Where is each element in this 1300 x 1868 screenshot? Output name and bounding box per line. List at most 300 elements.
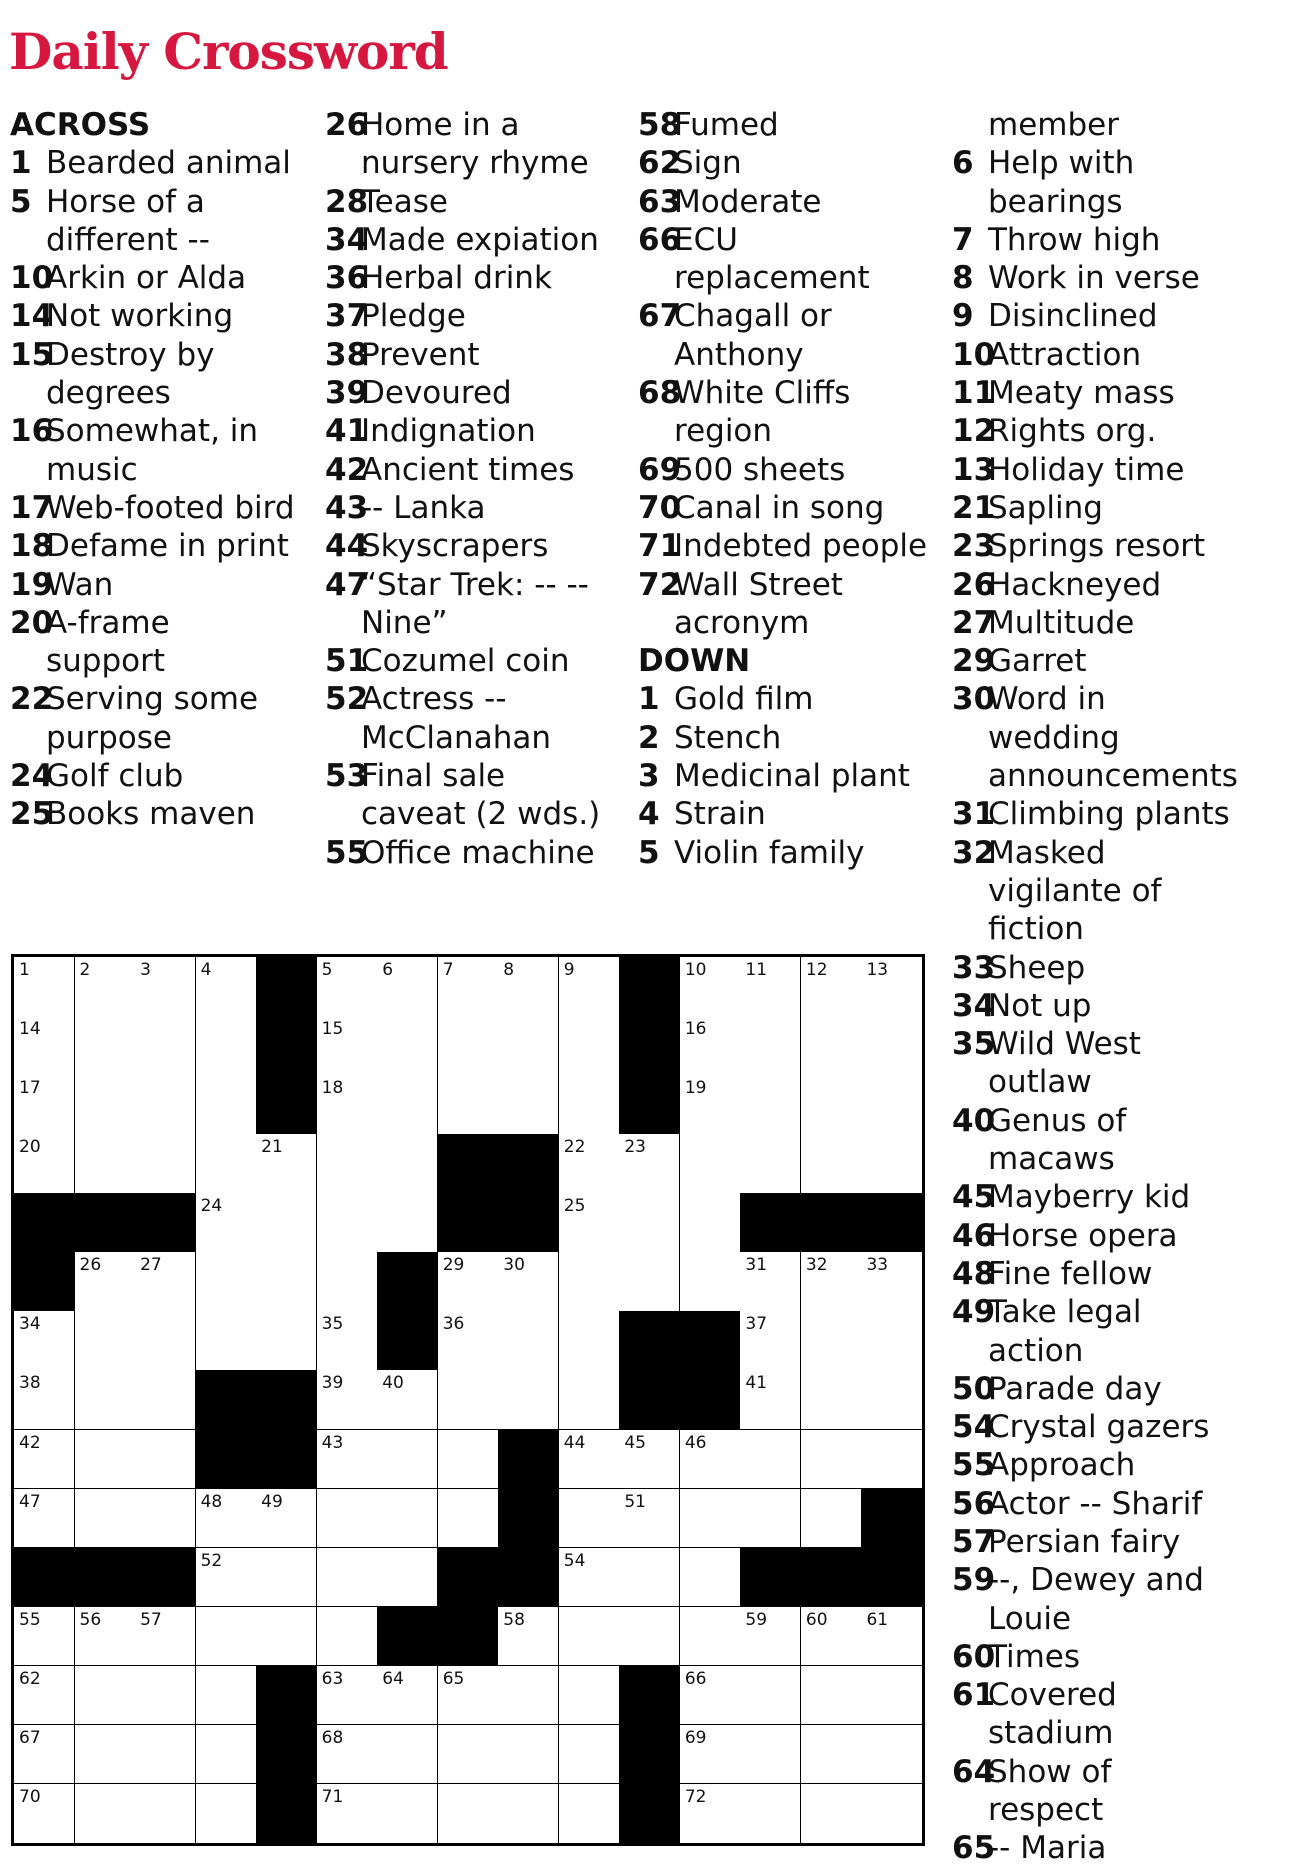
grid-cell[interactable] <box>256 1252 317 1312</box>
grid-cell[interactable] <box>377 1193 438 1253</box>
grid-cell[interactable] <box>256 1489 317 1549</box>
clue-number: 21 <box>952 489 996 526</box>
clue-number: 36 <box>325 260 369 297</box>
grid-cell[interactable] <box>680 1075 741 1135</box>
across-clue-line <box>325 604 600 642</box>
grid-cell[interactable] <box>801 1489 862 1549</box>
clue-text: Throw high <box>988 221 1161 258</box>
clue-number: 34 <box>325 221 369 258</box>
grid-cell[interactable] <box>801 1370 862 1430</box>
across-clue-line <box>638 144 927 182</box>
grid-cell[interactable] <box>680 1430 741 1490</box>
grid-block <box>861 1489 922 1549</box>
clue-text: Home in a <box>361 107 520 143</box>
grid-cell[interactable] <box>196 1075 257 1135</box>
grid-cell[interactable] <box>377 1666 438 1726</box>
grid-cell[interactable] <box>135 1784 196 1844</box>
grid-cell[interactable] <box>498 1075 559 1135</box>
clue-column-2 <box>325 106 600 872</box>
grid-cell[interactable] <box>75 1430 136 1490</box>
grid-cell[interactable] <box>498 1725 559 1785</box>
grid-block <box>619 1784 680 1844</box>
grid-cell[interactable] <box>14 1134 75 1194</box>
grid-cell[interactable] <box>317 1370 378 1430</box>
clue-number: 43 <box>325 489 369 526</box>
grid-cell[interactable] <box>801 1784 862 1844</box>
clue-text: support <box>46 643 166 680</box>
grid-cell[interactable] <box>559 1548 620 1608</box>
grid-cell[interactable] <box>317 1725 378 1785</box>
clue-number: 48 <box>952 1255 996 1292</box>
grid-cell[interactable] <box>438 957 499 1017</box>
grid-cell[interactable] <box>196 1252 257 1312</box>
grid-cell[interactable] <box>559 1430 620 1490</box>
down-clue-line <box>952 1561 1238 1599</box>
cell-number: 20 <box>19 1137 41 1158</box>
grid-cell[interactable] <box>861 1784 922 1844</box>
across-clue-line <box>638 527 927 565</box>
down-clue-line <box>952 1638 1238 1676</box>
grid-cell[interactable] <box>75 1607 136 1667</box>
clue-number: 26 <box>325 107 369 143</box>
grid-cell[interactable] <box>317 1075 378 1135</box>
grid-cell[interactable] <box>256 1134 317 1194</box>
grid-cell[interactable] <box>14 1607 75 1667</box>
grid-cell[interactable] <box>559 1607 620 1667</box>
clue-text: bearings <box>988 183 1123 220</box>
grid-cell[interactable] <box>680 1193 741 1253</box>
grid-cell[interactable] <box>196 1193 257 1253</box>
grid-cell[interactable] <box>680 1607 741 1667</box>
grid-cell[interactable] <box>680 1252 741 1312</box>
across-clue-line <box>638 489 927 527</box>
grid-cell[interactable] <box>559 957 620 1017</box>
grid-cell[interactable] <box>438 1252 499 1312</box>
grid-cell[interactable] <box>75 1252 136 1312</box>
grid-cell[interactable] <box>14 1489 75 1549</box>
grid-cell[interactable] <box>317 1311 378 1371</box>
cell-number: 67 <box>19 1727 41 1748</box>
down-clue-line <box>952 1063 1238 1101</box>
grid-cell[interactable] <box>317 1548 378 1608</box>
grid-cell[interactable] <box>438 1075 499 1135</box>
grid-cell[interactable] <box>619 1548 680 1608</box>
clue-number: 49 <box>952 1294 996 1331</box>
grid-cell[interactable] <box>680 1784 741 1844</box>
grid-cell[interactable] <box>559 1193 620 1253</box>
grid-cell[interactable] <box>740 1666 801 1726</box>
grid-block <box>256 1370 317 1430</box>
grid-cell[interactable] <box>196 957 257 1017</box>
grid-cell[interactable] <box>801 1666 862 1726</box>
grid-cell[interactable] <box>559 1784 620 1844</box>
crossword-grid <box>11 954 925 1846</box>
grid-cell[interactable] <box>498 957 559 1017</box>
clue-number: 66 <box>638 221 682 258</box>
grid-block <box>861 1548 922 1608</box>
clue-text: Herbal drink <box>361 260 552 297</box>
grid-cell[interactable] <box>559 1666 620 1726</box>
grid-cell[interactable] <box>317 1016 378 1076</box>
grid-cell[interactable] <box>680 1489 741 1549</box>
grid-cell[interactable] <box>438 1016 499 1076</box>
grid-cell[interactable] <box>498 1784 559 1844</box>
cell-number: 24 <box>200 1196 223 1217</box>
across-clue-line <box>325 489 600 527</box>
grid-cell[interactable] <box>135 1075 196 1135</box>
clue-text: 500 sheets <box>674 451 846 488</box>
cell-number: 47 <box>19 1491 41 1512</box>
grid-cell[interactable] <box>801 1430 862 1490</box>
across-clue-line <box>325 259 600 297</box>
grid-cell[interactable] <box>680 957 741 1017</box>
clue-text: --, Dewey and <box>988 1562 1204 1599</box>
grid-block <box>256 957 317 1017</box>
clue-text: Holiday time <box>988 451 1185 488</box>
clue-text: Serving some <box>46 681 259 718</box>
clue-text: macaws <box>988 1141 1115 1178</box>
grid-cell[interactable] <box>135 1370 196 1430</box>
grid-cell[interactable] <box>317 1607 378 1667</box>
grid-cell[interactable] <box>861 1075 922 1135</box>
grid-cell[interactable] <box>680 1134 741 1194</box>
grid-cell[interactable] <box>75 1666 136 1726</box>
grid-cell[interactable] <box>14 1430 75 1490</box>
across-clue-line <box>325 297 600 335</box>
grid-cell[interactable] <box>256 1311 317 1371</box>
grid-cell[interactable] <box>196 1725 257 1785</box>
grid-cell[interactable] <box>317 957 378 1017</box>
grid-cell[interactable] <box>740 1430 801 1490</box>
grid-cell[interactable] <box>377 1370 438 1430</box>
grid-cell[interactable] <box>498 1016 559 1076</box>
grid-cell[interactable] <box>377 1016 438 1076</box>
grid-cell[interactable] <box>619 1489 680 1549</box>
grid-cell[interactable] <box>559 1489 620 1549</box>
grid-cell[interactable] <box>680 1548 741 1608</box>
grid-cell[interactable] <box>740 1016 801 1076</box>
cell-number: 66 <box>684 1668 707 1689</box>
grid-cell[interactable] <box>75 1370 136 1430</box>
across-clue-line <box>325 719 600 757</box>
grid-cell[interactable] <box>256 1607 317 1667</box>
grid-block <box>438 1193 499 1253</box>
down-clue-line <box>952 1791 1238 1829</box>
grid-cell[interactable] <box>801 1016 862 1076</box>
across-clue-line <box>325 106 600 144</box>
grid-cell[interactable] <box>438 1489 499 1549</box>
grid-cell[interactable] <box>861 1666 922 1726</box>
grid-cell[interactable] <box>14 1016 75 1076</box>
clue-text: Show of <box>988 1753 1112 1790</box>
grid-cell[interactable] <box>135 957 196 1017</box>
down-clue-line <box>952 106 1238 144</box>
cell-number: 70 <box>19 1786 41 1807</box>
grid-cell[interactable] <box>619 1607 680 1667</box>
grid-cell[interactable] <box>377 1725 438 1785</box>
grid-cell[interactable] <box>75 1725 136 1785</box>
across-clue-line <box>10 259 295 297</box>
clue-number: 28 <box>325 183 369 220</box>
grid-cell[interactable] <box>317 1489 378 1549</box>
clue-text: Multitude <box>988 604 1135 641</box>
grid-cell[interactable] <box>75 1075 136 1135</box>
clue-number: 19 <box>10 566 54 603</box>
grid-cell[interactable] <box>196 1134 257 1194</box>
grid-cell[interactable] <box>135 1725 196 1785</box>
clue-text: Masked <box>988 834 1106 871</box>
grid-cell[interactable] <box>740 957 801 1017</box>
across-clue-line <box>325 451 600 489</box>
cell-number: 60 <box>805 1609 828 1630</box>
grid-cell[interactable] <box>256 1548 317 1608</box>
grid-cell[interactable] <box>14 957 75 1017</box>
grid-cell[interactable] <box>861 1370 922 1430</box>
clue-number: 33 <box>952 949 996 986</box>
clue-number: 18 <box>10 528 54 565</box>
grid-block <box>256 1430 317 1490</box>
clue-text: vigilante of <box>988 872 1162 909</box>
grid-cell[interactable] <box>801 1252 862 1312</box>
grid-cell[interactable] <box>740 1784 801 1844</box>
grid-cell[interactable] <box>135 1666 196 1726</box>
grid-cell[interactable] <box>498 1370 559 1430</box>
grid-cell[interactable] <box>801 1134 862 1194</box>
down-clue-line <box>638 680 927 718</box>
across-clue-line <box>10 680 295 718</box>
clue-text: Wan <box>46 566 114 603</box>
clue-text: Golf club <box>46 758 184 795</box>
grid-cell[interactable] <box>377 1548 438 1608</box>
grid-cell[interactable] <box>498 1607 559 1667</box>
grid-cell[interactable] <box>377 957 438 1017</box>
cell-number: 10 <box>684 960 707 980</box>
clue-text: purpose <box>46 719 172 756</box>
clue-text: Help with <box>988 145 1135 182</box>
grid-cell[interactable] <box>861 1252 922 1312</box>
grid-cell[interactable] <box>377 1489 438 1549</box>
grid-cell[interactable] <box>135 1489 196 1549</box>
grid-cell[interactable] <box>680 1725 741 1785</box>
grid-cell[interactable] <box>861 957 922 1017</box>
grid-cell[interactable] <box>14 1311 75 1371</box>
grid-cell[interactable] <box>740 1607 801 1667</box>
grid-cell[interactable] <box>861 1607 922 1667</box>
grid-cell[interactable] <box>14 1075 75 1135</box>
grid-cell[interactable] <box>498 1666 559 1726</box>
clue-text: White Cliffs <box>674 375 851 412</box>
clue-number: 29 <box>952 643 996 680</box>
across-clue-line <box>10 297 295 335</box>
clue-number: 1 <box>638 681 660 718</box>
clue-text: Not working <box>46 298 234 335</box>
grid-cell[interactable] <box>75 1784 136 1844</box>
grid-cell[interactable] <box>438 1430 499 1490</box>
grid-cell[interactable] <box>14 1725 75 1785</box>
clue-number: 31 <box>952 796 996 833</box>
clue-number: 37 <box>325 298 369 335</box>
grid-cell[interactable] <box>135 1311 196 1371</box>
grid-cell[interactable] <box>559 1725 620 1785</box>
clue-text: respect <box>988 1792 1104 1829</box>
grid-cell[interactable] <box>196 1666 257 1726</box>
grid-cell[interactable] <box>317 1134 378 1194</box>
clue-number: 68 <box>638 375 682 412</box>
down-clue-line <box>952 757 1238 795</box>
grid-cell[interactable] <box>680 1016 741 1076</box>
cell-number: 63 <box>321 1668 344 1689</box>
clue-text: Books maven <box>46 796 256 833</box>
grid-cell[interactable] <box>801 957 862 1017</box>
clue-text: acronym <box>674 604 810 641</box>
grid-cell[interactable] <box>196 1311 257 1371</box>
grid-cell[interactable] <box>438 1784 499 1844</box>
clue-text: Actress -- <box>361 681 507 718</box>
grid-cell[interactable] <box>135 1430 196 1490</box>
grid-cell[interactable] <box>559 1252 620 1312</box>
across-clue-line <box>10 183 295 221</box>
cell-number: 31 <box>745 1255 768 1276</box>
grid-cell[interactable] <box>861 1311 922 1371</box>
down-clue-line <box>952 1332 1238 1370</box>
grid-cell[interactable] <box>377 1430 438 1490</box>
grid-cell[interactable] <box>559 1311 620 1371</box>
grid-cell[interactable] <box>740 1311 801 1371</box>
grid-block <box>256 1016 317 1076</box>
clue-text: Final sale <box>361 758 506 795</box>
grid-cell[interactable] <box>75 1489 136 1549</box>
clue-text: Not up <box>988 987 1092 1024</box>
grid-cell[interactable] <box>559 1370 620 1430</box>
across-clue-line <box>638 259 927 297</box>
clue-number: 1 <box>10 145 32 182</box>
grid-cell[interactable] <box>317 1784 378 1844</box>
clue-text: Horse of a <box>46 183 205 220</box>
grid-cell[interactable] <box>135 1134 196 1194</box>
grid-cell[interactable] <box>740 1075 801 1135</box>
grid-cell[interactable] <box>317 1252 378 1312</box>
grid-cell[interactable] <box>196 1607 257 1667</box>
grid-cell[interactable] <box>498 1311 559 1371</box>
down-clue-line <box>952 1178 1238 1216</box>
grid-block <box>135 1548 196 1608</box>
grid-cell[interactable] <box>861 1430 922 1490</box>
grid-cell[interactable] <box>680 1666 741 1726</box>
grid-cell[interactable] <box>135 1607 196 1667</box>
grid-cell[interactable] <box>740 1725 801 1785</box>
cell-number: 25 <box>563 1196 586 1217</box>
down-clue-line <box>952 1408 1238 1446</box>
grid-cell[interactable] <box>559 1134 620 1194</box>
clue-text: announcements <box>988 758 1238 795</box>
clue-text: Louie <box>988 1600 1072 1637</box>
down-clue-line <box>952 1829 1238 1867</box>
grid-cell[interactable] <box>619 1252 680 1312</box>
grid-block <box>680 1370 741 1430</box>
grid-cell[interactable] <box>740 1370 801 1430</box>
grid-cell[interactable] <box>317 1666 378 1726</box>
across-clue-line <box>638 451 927 489</box>
grid-cell[interactable] <box>559 1075 620 1135</box>
grid-cell[interactable] <box>498 1252 559 1312</box>
grid-cell[interactable] <box>801 1075 862 1135</box>
grid-cell[interactable] <box>740 1489 801 1549</box>
across-clue-line <box>10 604 295 642</box>
clue-number: 10 <box>952 336 996 373</box>
grid-cell[interactable] <box>196 1489 257 1549</box>
grid-cell[interactable] <box>256 1193 317 1253</box>
grid-cell[interactable] <box>438 1370 499 1430</box>
grid-cell[interactable] <box>75 957 136 1017</box>
cell-number: 15 <box>321 1019 344 1040</box>
grid-cell[interactable] <box>196 1016 257 1076</box>
grid-cell[interactable] <box>377 1134 438 1194</box>
grid-cell[interactable] <box>317 1193 378 1253</box>
grid-cell[interactable] <box>861 1134 922 1194</box>
grid-cell[interactable] <box>135 1252 196 1312</box>
grid-cell[interactable] <box>619 1430 680 1490</box>
grid-cell[interactable] <box>619 1134 680 1194</box>
down-clue-line <box>952 1370 1238 1408</box>
grid-cell[interactable] <box>135 1016 196 1076</box>
grid-cell[interactable] <box>559 1016 620 1076</box>
grid-cell[interactable] <box>377 1784 438 1844</box>
clue-text: Sapling <box>988 489 1103 526</box>
down-clue-line <box>952 183 1238 221</box>
grid-cell[interactable] <box>801 1311 862 1371</box>
grid-block <box>619 1016 680 1076</box>
clue-text: McClanahan <box>361 719 551 756</box>
down-clue-line <box>952 412 1238 450</box>
clue-number: 23 <box>952 528 996 565</box>
grid-cell[interactable] <box>14 1784 75 1844</box>
grid-cell[interactable] <box>14 1666 75 1726</box>
clue-text: Moderate <box>674 183 822 220</box>
grid-cell[interactable] <box>801 1725 862 1785</box>
grid-cell[interactable] <box>196 1784 257 1844</box>
cell-number: 34 <box>19 1314 41 1335</box>
cell-number: 56 <box>79 1609 102 1630</box>
grid-cell[interactable] <box>801 1607 862 1667</box>
clue-number: 6 <box>952 145 974 182</box>
across-clue-line <box>325 834 600 872</box>
cell-number: 46 <box>684 1432 707 1453</box>
grid-cell[interactable] <box>75 1134 136 1194</box>
grid-cell[interactable] <box>619 1193 680 1253</box>
grid-cell[interactable] <box>438 1311 499 1371</box>
grid-cell[interactable] <box>14 1370 75 1430</box>
grid-cell[interactable] <box>438 1725 499 1785</box>
grid-cell[interactable] <box>861 1016 922 1076</box>
clue-text: Cozumel coin <box>361 643 570 680</box>
grid-cell[interactable] <box>196 1548 257 1608</box>
down-clue-line <box>952 1753 1238 1791</box>
grid-cell[interactable] <box>861 1725 922 1785</box>
grid-cell[interactable] <box>75 1016 136 1076</box>
clue-number: 72 <box>638 566 682 603</box>
grid-cell[interactable] <box>377 1075 438 1135</box>
grid-cell[interactable] <box>740 1252 801 1312</box>
grid-block <box>740 1548 801 1608</box>
cell-number: 2 <box>79 960 91 980</box>
grid-cell[interactable] <box>740 1134 801 1194</box>
grid-block <box>498 1193 559 1253</box>
grid-cell[interactable] <box>317 1430 378 1490</box>
across-clue-line <box>325 757 600 795</box>
clue-text: Made expiation <box>361 221 599 258</box>
grid-cell[interactable] <box>75 1311 136 1371</box>
grid-cell[interactable] <box>438 1666 499 1726</box>
